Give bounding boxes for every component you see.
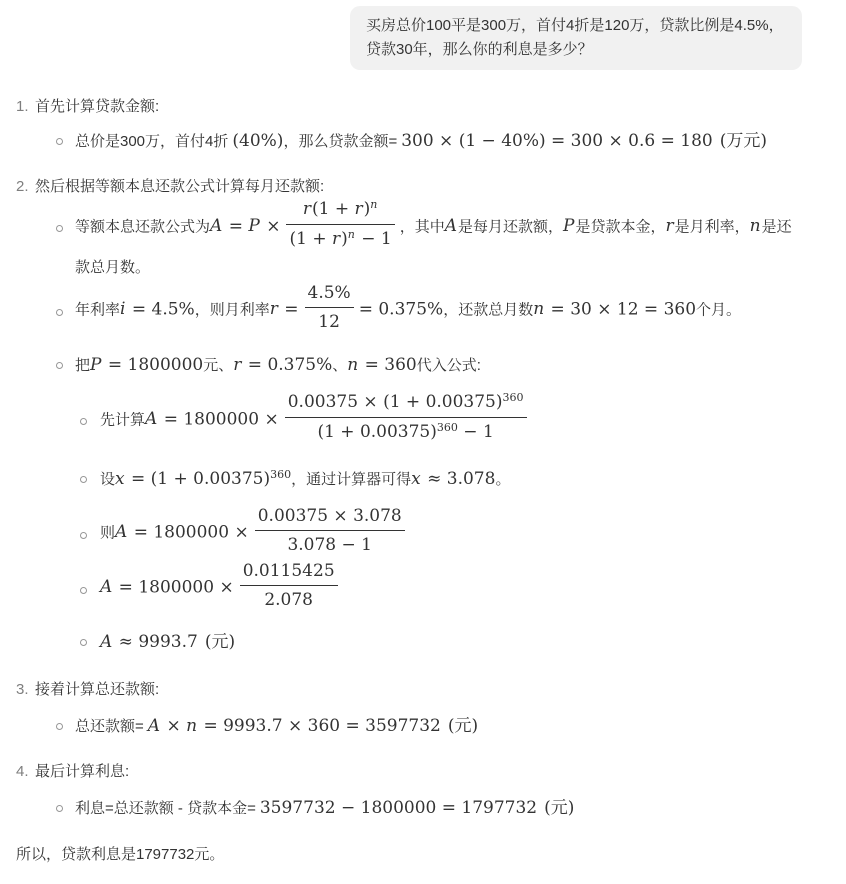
- math-segment: − 1: [355, 229, 392, 249]
- fraction: [285, 391, 527, 444]
- text-segment: 则: [100, 524, 116, 542]
- text-segment: 。: [495, 471, 511, 488]
- substep-then-a: [0, 508, 846, 559]
- math-segment: 300 × (1 − 40%) = 300 × 0.6 = 180: [401, 131, 713, 151]
- list-number: 2.: [16, 178, 29, 195]
- math-segment: A: [444, 216, 458, 237]
- fraction-denominator: [286, 225, 394, 251]
- fraction-denominator: 3.078 − 1: [287, 535, 372, 555]
- section-4-title: [0, 761, 846, 782]
- fraction-denominator: 2.078: [264, 590, 313, 610]
- bullet-icon: [56, 225, 63, 232]
- section-3-title: [0, 679, 846, 700]
- math-segment: A = P ×: [210, 216, 281, 237]
- exponent: 360: [436, 421, 458, 434]
- math-segment: (40%): [232, 131, 284, 151]
- bullet-icon: [56, 309, 63, 316]
- math-segment: A = 1800000 ×: [145, 409, 279, 430]
- list-number: 1.: [16, 98, 29, 115]
- text-segment: ，通过计算器可得: [291, 471, 412, 488]
- math-segment: − 1: [457, 422, 494, 442]
- substep-simplified-a: [0, 563, 846, 614]
- list-number: 3.: [16, 681, 29, 698]
- step-detail-monthly-rate: [0, 285, 846, 336]
- list-number: 4.: [16, 763, 29, 780]
- user-message-bubble: 买房总价100平是300万，首付4折是120万，贷款比例是4.5%，贷款30年，那么你的利息是多少？: [350, 6, 802, 70]
- math-segment: r: [665, 216, 674, 237]
- math-segment: (元): [447, 716, 479, 736]
- text-segment: 把: [75, 357, 91, 374]
- text-segment: 、: [332, 357, 348, 374]
- exponent: 360: [502, 391, 524, 404]
- fraction-numerator: 4.5%: [305, 282, 354, 308]
- math-segment: A = 1800000 ×: [100, 577, 234, 598]
- math-segment: 0.00375 × (1 + 0.00375): [287, 392, 503, 412]
- exponent: n: [347, 228, 355, 241]
- bullet-icon: [80, 587, 87, 594]
- section-title-text: 接着计算总还款额:: [35, 681, 160, 698]
- user-message-row: [0, 6, 846, 70]
- section-title-text: 然后根据等额本息还款公式计算每月还款额:: [35, 178, 325, 195]
- math-segment: r =: [269, 299, 299, 320]
- text-segment: 先计算: [100, 411, 146, 429]
- math-segment: r = 0.375%: [233, 355, 333, 375]
- math-segment: n: [749, 216, 761, 237]
- bullet-icon: [80, 418, 87, 425]
- exponent: 360: [270, 468, 292, 481]
- section-2-title: [0, 176, 846, 197]
- fraction: [255, 505, 405, 556]
- text-segment: 是还款总月数。: [75, 218, 792, 276]
- fraction-numerator: [285, 391, 527, 418]
- math-segment: n = 360: [347, 355, 417, 375]
- text-segment: 等额本息还款公式为: [75, 218, 211, 236]
- math-segment: r(1 + r): [302, 199, 371, 219]
- bullet-icon: [56, 362, 63, 369]
- substep-a-result: [0, 628, 846, 657]
- text-segment: ，那么贷款金额=: [283, 133, 398, 150]
- bullet-icon: [80, 639, 87, 646]
- bullet-icon: [56, 723, 63, 730]
- text-segment: 是每月还款额，: [458, 218, 564, 236]
- math-segment: n = 30 × 12 = 360: [533, 299, 697, 320]
- step-detail-interest: [0, 794, 846, 823]
- step-detail-total-repayment: [0, 712, 846, 741]
- step-detail-loan-amount: [0, 127, 846, 156]
- math-segment: x = (1 + 0.00375): [115, 469, 271, 489]
- fraction-denominator: [285, 418, 527, 444]
- bullet-icon: [56, 805, 63, 812]
- bullet-icon: [56, 138, 63, 145]
- exponent: n: [370, 198, 378, 211]
- math-segment: = 0.375%: [358, 299, 444, 320]
- text-segment: 是贷款本金，: [575, 218, 666, 236]
- text-segment: 总价是300万，首付4折: [75, 133, 229, 150]
- section-1-title: [0, 96, 846, 117]
- fraction-numerator: [286, 198, 394, 225]
- text-segment: 个月。: [696, 301, 742, 319]
- text-segment: 利息=总还款额 - 贷款本金=: [75, 800, 256, 817]
- section-title-text: 最后计算利息:: [35, 763, 130, 780]
- math-segment: A = 1800000 ×: [115, 522, 249, 543]
- math-segment: (元): [204, 632, 236, 652]
- text-segment: 年利率: [75, 301, 121, 319]
- math-segment: 3597732 − 1800000 = 1797732: [259, 798, 538, 818]
- text-segment: 元、: [203, 357, 234, 374]
- text-segment: ，还款总月数: [443, 301, 534, 319]
- math-segment: (元): [544, 798, 575, 818]
- math-segment: x ≈ 3.078: [411, 469, 496, 489]
- substep-compute-a: [0, 391, 846, 447]
- math-segment: i = 4.5%: [120, 299, 195, 320]
- substep-define-x: [0, 465, 846, 494]
- text-segment: ，则月利率: [194, 301, 270, 319]
- fraction-numerator: 0.00375 × 3.078: [255, 505, 405, 531]
- text-segment: ，其中: [399, 218, 445, 236]
- math-segment: P: [563, 216, 575, 237]
- fraction-denominator: 12: [318, 312, 340, 332]
- math-segment: P = 1800000: [90, 355, 204, 375]
- math-segment: A × n = 9993.7 × 360 = 3597732: [147, 716, 441, 736]
- text-segment: 设: [100, 471, 116, 488]
- math-segment: (万元): [719, 131, 767, 151]
- text-segment: 总还款额=: [75, 718, 144, 735]
- fraction: [286, 198, 394, 251]
- step-detail-substitute: [0, 351, 846, 380]
- bullet-icon: [80, 476, 87, 483]
- step-detail-formula: [0, 198, 846, 282]
- section-title-text: 首先计算贷款金额:: [35, 98, 160, 115]
- text-segment: 代入公式:: [416, 357, 481, 374]
- conclusion-line: 所以，贷款利息是1797732元。: [16, 846, 225, 863]
- fraction-numerator: 0.0115425: [240, 560, 338, 586]
- bullet-icon: [80, 532, 87, 539]
- fraction: [305, 282, 354, 333]
- math-segment: (1 + r): [289, 229, 348, 249]
- math-segment: A ≈ 9993.7: [100, 632, 198, 652]
- math-segment: (1 + 0.00375): [317, 422, 437, 442]
- text-segment: 是月利率，: [674, 218, 750, 236]
- chat-page: [0, 6, 846, 873]
- fraction: [240, 560, 338, 611]
